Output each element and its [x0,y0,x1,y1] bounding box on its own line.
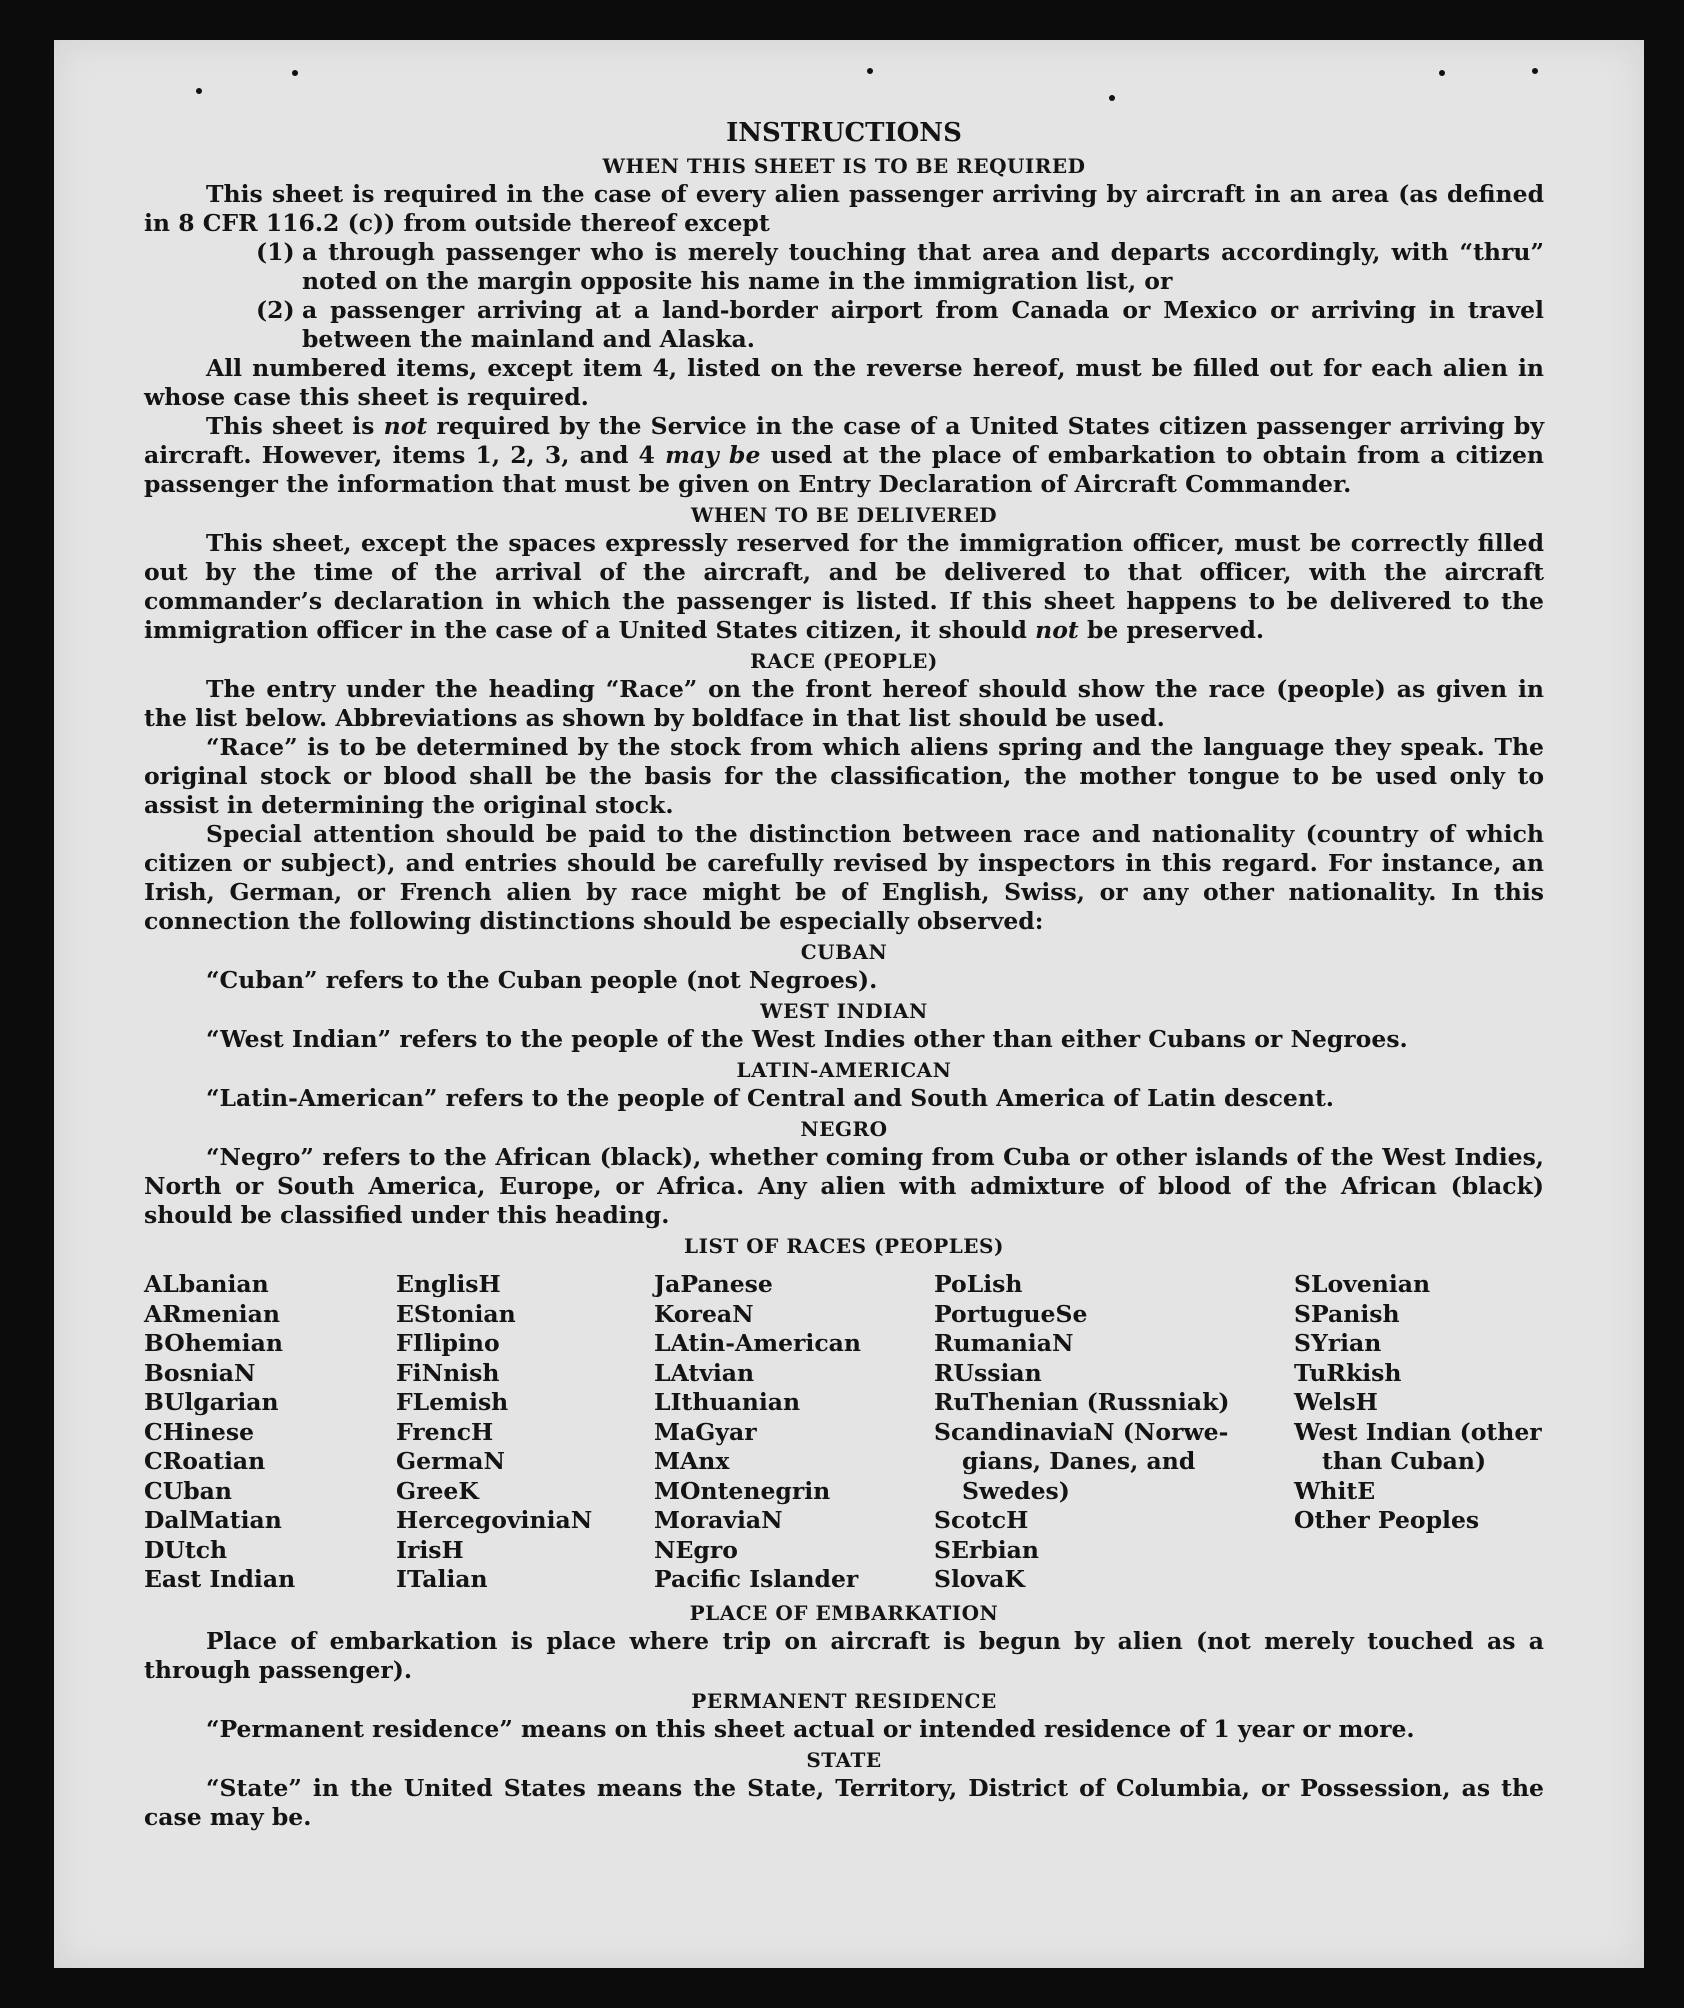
heading-when-delivered: WHEN TO BE DELIVERED [690,503,998,527]
race-entry: KoreaN [654,1299,754,1328]
heading-negro: NEGRO [800,1117,888,1141]
paragraph-race-nationality: Special attention should be paid to the distinction between race and nationality (country of which citizen or subject), and entries should be carefully revised by inspectors in this regard. For instance, an Irish, German, or French alien by race might be of English, Swiss, or any other nationality. In this connection the following distinctions should be especially observed: [144,820,1544,935]
race-entry: BUlgarian [144,1388,279,1416]
paragraph-numbered-items: All numbered items, except item 4, listed on the reverse hereof, must be filled out for each alien in whose case this sheet is required. [144,354,1544,411]
heading-place-of-embarkation: PLACE OF EMBARKATION [689,1600,999,1625]
speck-mark [292,70,298,76]
paragraph-residence: “Permanent residence” means on this sheet actual or intended residence of 1 year or more. [206,1714,1415,1743]
race-entry: BosniaN [144,1358,256,1387]
race-entry: PortugueSe [934,1299,1088,1328]
race-entry: GreeK [396,1476,479,1505]
race-entry: East Indian [144,1565,296,1593]
race-entry: JaPanese [654,1270,773,1298]
race-entry: PoLish [934,1270,1023,1298]
heading-latin-american: LATIN-AMERICAN [736,1058,952,1082]
race-entry: LAtin-American [654,1329,861,1357]
paragraph-negro: “Negro” refers to the African (black), whether coming from Cuba or other islands of the West Indies, North or South America, Europe, or Africa. Any alien with admixture of blood of the African (black) should be classified under this heading. [144,1143,1544,1229]
heading-race: RACE (PEOPLE) [750,649,938,673]
paragraph-state: “State” in the United States means the State, Territory, District of Columbia, or Possession, as the case may be. [144,1773,1544,1831]
race-entry: SErbian [934,1535,1039,1564]
speck-mark [867,68,873,74]
page-title: INSTRUCTIONS [726,118,962,148]
heading-cuban: CUBAN [800,940,888,964]
race-column-5 [1294,1270,1544,1595]
race-entry: DUtch [144,1535,228,1564]
speck-mark [1532,68,1538,74]
item-text: a passenger arriving at a land-border airport from Canada or Mexico or arriving in travel between the mainland and Alaska. [302,296,1544,353]
race-entry: GermaN [396,1447,505,1475]
race-list [144,1270,1544,1595]
race-entry: WelsH [1294,1388,1378,1416]
race-entry: LIthuanian [654,1388,801,1416]
race-entry: Pacific Islander [654,1565,859,1593]
exception-item-2 [256,296,1544,354]
instructions-content [144,116,1544,1832]
race-entry-continued: than Cuban) [1322,1447,1487,1475]
race-entry: Other Peoples [1294,1506,1480,1534]
race-entry: MOntenegrin [654,1476,831,1505]
race-entry: EnglisH [396,1270,501,1298]
race-entry-continued: Swedes) [962,1476,1070,1505]
race-entry: RUssian [934,1358,1042,1387]
race-entry: IrisH [396,1535,464,1564]
heading-list-of-races: LIST OF RACES (PEOPLES) [684,1234,1004,1258]
race-entry: EStonian [396,1299,516,1328]
race-entry: ITalian [396,1565,488,1593]
race-entry: West Indian (other [1294,1417,1542,1446]
race-column-1 [144,1270,396,1595]
race-entry: NEgro [654,1535,738,1564]
race-entry: SPanish [1294,1299,1400,1328]
race-entry: ALbanian [144,1270,269,1298]
race-column-3 [654,1270,934,1595]
paragraph-citizen-passenger: This sheet is not required by the Service in the case of a United States citizen passenger arriving by aircraft. However, items 1, 2, 3, and 4 may be used at the place of embarkation to obtain from a citizen passenger the information that must be given on Entry Declaration of Aircraft Commander. [144,412,1544,498]
race-entry: WhitE [1294,1476,1376,1505]
race-entry: RuThenian (Russniak) [934,1388,1230,1416]
race-entry: LAtvian [654,1358,755,1387]
race-entry: FLemish [396,1388,509,1416]
race-entry: MaGyar [654,1417,757,1446]
race-column-4 [934,1270,1294,1595]
race-entry: FrencH [396,1417,494,1446]
speck-mark [196,88,202,94]
item-text: a through passenger who is merely touching that area and departs accordingly, with “thru” noted on the margin opposite his name in the immigration list, or [302,238,1544,295]
paragraph-race-entry: The entry under the heading “Race” on the front hereof should show the race (people) as given in the list below. Abbreviations as shown by boldface in that list should be used. [144,675,1544,732]
race-entry: CUban [144,1476,232,1505]
race-entry: MAnx [654,1447,730,1475]
document-page [54,40,1644,1968]
heading-permanent-residence: PERMANENT RESIDENCE [691,1688,997,1713]
heading-west-indian: WEST INDIAN [760,999,928,1023]
race-entry: RumaniaN [934,1329,1074,1357]
paragraph-west-indian: “West Indian” refers to the people of the West Indies other than either Cubans or Negroes. [206,1025,1408,1053]
speck-mark [1109,95,1115,101]
paragraph-race-definition: “Race” is to be determined by the stock from which aliens spring and the language they speak. The original stock or blood shall be the basis for the classification, the mother tongue to be used only to assist in determining the original stock. [144,733,1544,819]
race-entry: DalMatian [144,1506,282,1534]
race-entry: FIlipino [396,1329,500,1357]
heading-state: STATE [806,1747,882,1772]
race-entry: ARmenian [144,1299,280,1328]
race-entry-continued: gians, Danes, and [962,1447,1196,1475]
race-entry: SLovenian [1294,1270,1431,1298]
race-entry: CRoatian [144,1447,266,1475]
race-column-2 [396,1270,654,1595]
race-entry: CHinese [144,1417,255,1446]
item-number: (2) [256,296,295,324]
race-entry: BOhemian [144,1329,283,1357]
exception-item-1 [256,238,1544,296]
race-entry: SlovaK [934,1565,1025,1593]
paragraph-delivered: This sheet, except the spaces expressly reserved for the immigration officer, must be correctly filled out by the time of the arrival of the aircraft, and be delivered to that officer, with the aircraft commander’s declaration in which the passenger is listed. If this sheet happens to be delivered to the immigration officer in the case of a United States citizen, it should not be preserved. [144,529,1544,644]
paragraph-latin-american: “Latin-American” refers to the people of Central and South America of Latin descent. [206,1084,1334,1112]
speck-mark [1439,70,1445,76]
race-entry: TuRkish [1294,1358,1402,1387]
paragraph-required-intro: This sheet is required in the case of every alien passenger arriving by aircraft in an area (as defined in 8 CFR 116.2 (c)) from outside thereof except [144,180,1544,237]
race-entry: ScotcH [934,1506,1029,1534]
race-entry: SYrian [1294,1329,1382,1357]
race-entry: MoraviaN [654,1506,783,1534]
race-entry: ScandinaviaN (Norwe- [934,1417,1229,1446]
paragraph-cuban: “Cuban” refers to the Cuban people (not Negroes). [206,966,878,994]
race-entry: HercegoviniaN [396,1506,593,1534]
paragraph-embarkation: Place of embarkation is place where trip on aircraft is begun by alien (not merely touched as a through passenger). [144,1626,1544,1684]
heading-when-required: WHEN THIS SHEET IS TO BE REQUIRED [602,154,1086,178]
race-entry: FiNnish [396,1358,500,1387]
item-number: (1) [256,238,295,266]
